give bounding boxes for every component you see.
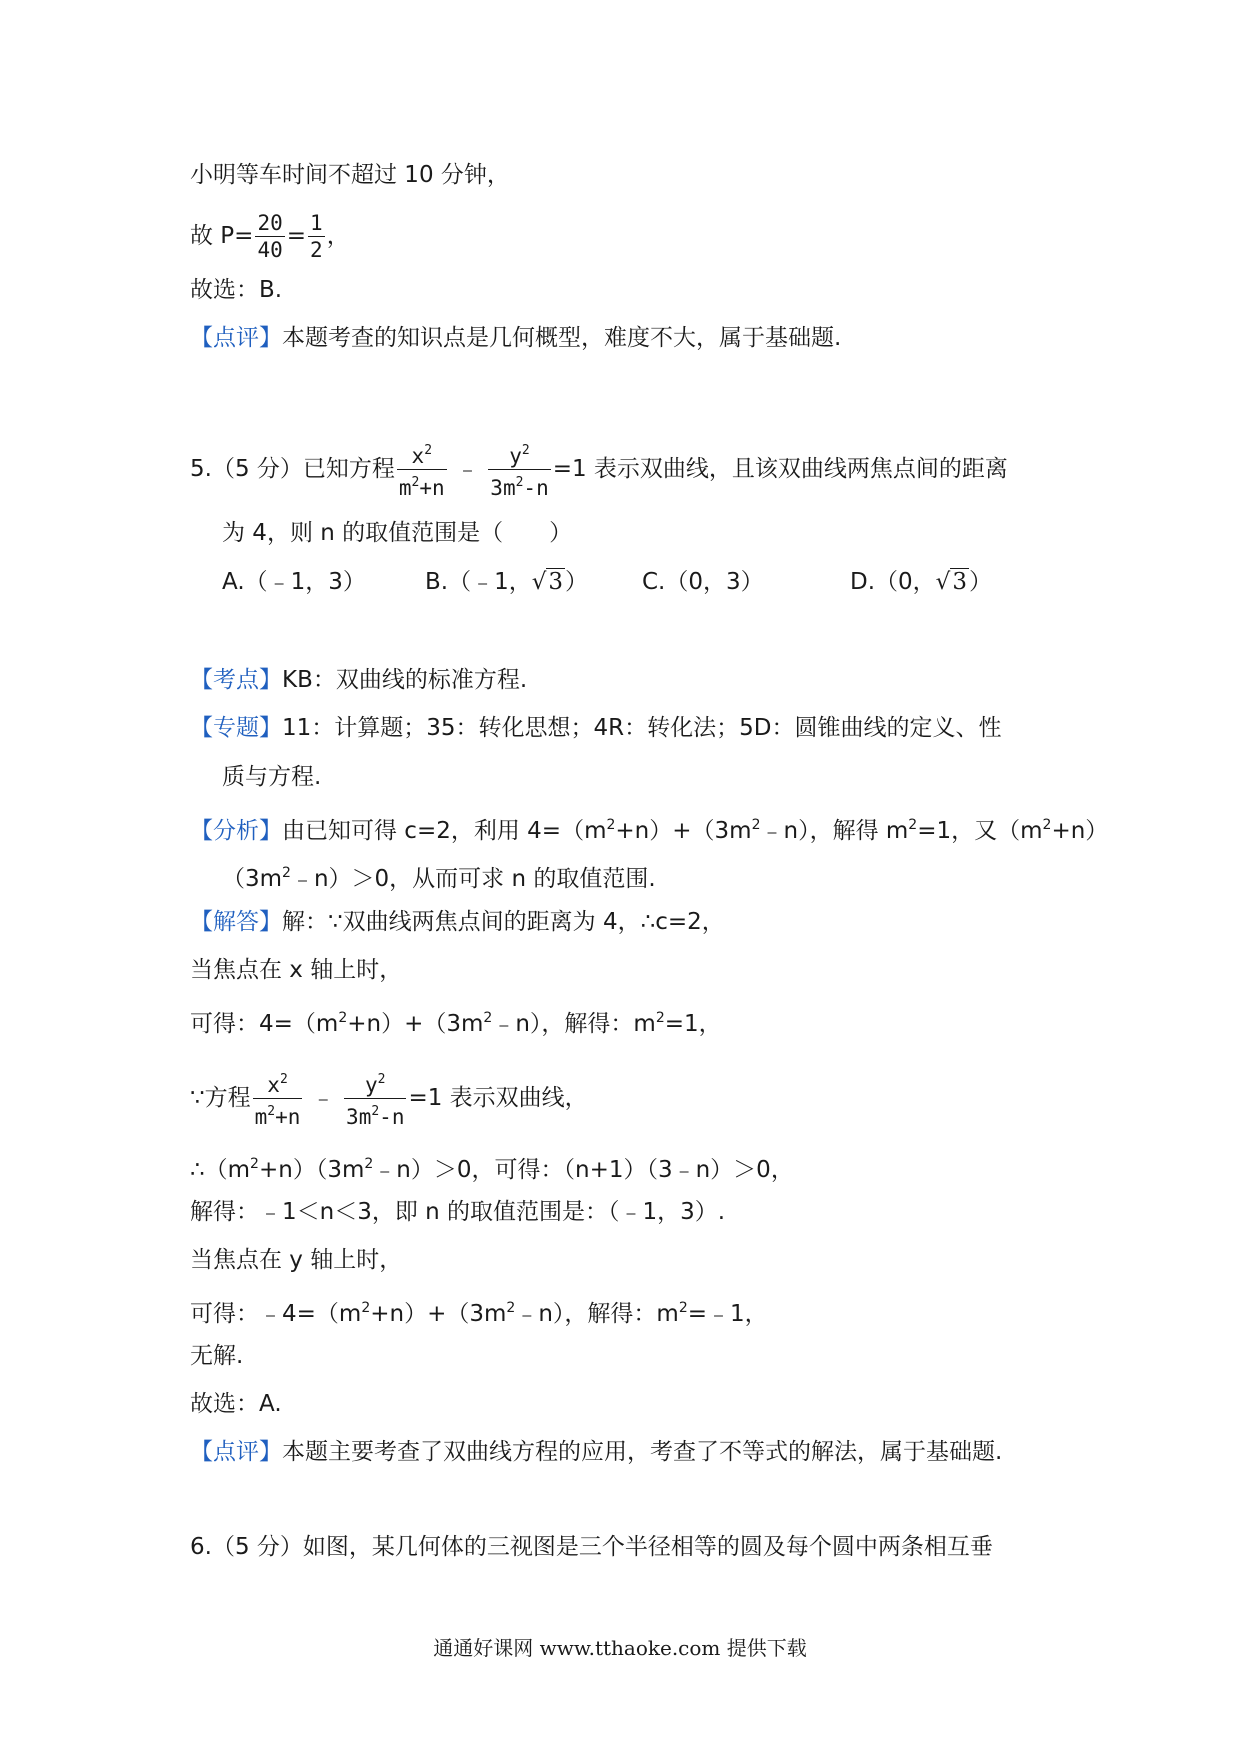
fenxi-line [190, 810, 1108, 846]
exponent: 2 [515, 475, 524, 490]
text: ﹣n）＞0，从而可求 n 的取值范围. [290, 866, 656, 892]
text-line [190, 1003, 722, 1039]
answer-line: 故选：B. [190, 277, 283, 303]
var: x [411, 444, 425, 468]
exponent: 2 [361, 1300, 371, 1316]
equals: = [286, 223, 307, 249]
probability-line [190, 210, 350, 263]
text: =1 表示双曲线， [408, 1085, 588, 1111]
numerator: 20 [257, 211, 283, 235]
text: ， [326, 223, 350, 249]
question-5-line1 [190, 438, 1008, 501]
exponent: 2 [250, 1156, 259, 1172]
numerator [344, 1067, 406, 1099]
var: 3m [490, 476, 516, 500]
exponent: 2 [424, 443, 433, 458]
text: ﹣n），解得 m [760, 818, 909, 844]
text: +n） [1051, 818, 1109, 844]
text: +n）（3m [258, 1157, 365, 1183]
text: =﹣1， [687, 1301, 768, 1327]
text: ∴（m [190, 1157, 251, 1183]
option-d [850, 567, 992, 597]
text: ﹣n），解得：m [492, 1011, 656, 1037]
fraction [255, 210, 284, 263]
denominator [344, 1099, 406, 1130]
denominator [253, 1099, 303, 1130]
fenxi-tag: 【分析】 [190, 818, 282, 844]
review-line [190, 323, 841, 353]
exponent: 2 [483, 1010, 493, 1026]
text-line [190, 1149, 794, 1185]
exponent: 2 [606, 817, 616, 833]
text-line [190, 1293, 768, 1329]
exponent: 2 [267, 1104, 276, 1119]
sqrt: √3 [531, 569, 564, 595]
minus: ﹣ [311, 1085, 335, 1111]
exponent: 2 [279, 1072, 288, 1087]
text: 解：∵双曲线两焦点间的距离为 4，∴c=2， [282, 909, 725, 935]
kaodian-tag: 【考点】 [190, 667, 282, 693]
footer: 通通好课网 www.tthaoke.com 提供下载 [433, 1636, 807, 1660]
text: 由已知可得 c=2，利用 4=（m [282, 818, 607, 844]
text: 可得：﹣4=（m [190, 1301, 362, 1327]
text: 故 P= [190, 223, 254, 249]
denominator: 40 [257, 238, 283, 262]
exponent: 2 [521, 443, 530, 458]
text: =1 表示双曲线，且该双曲线两焦点间的距离 [552, 456, 1008, 482]
text-line: 小明等车时间不超过 10 分钟， [190, 162, 510, 188]
jieda-tag: 【解答】 [190, 909, 282, 935]
text-line: 无解. [190, 1343, 244, 1369]
text: 11：计算题；35：转化思想；4R：转化法；5D：圆锥曲线的定义、性 [282, 715, 1002, 741]
fraction [308, 210, 325, 263]
exponent: 2 [377, 1072, 386, 1087]
text: 可得：4=（m [190, 1011, 339, 1037]
numerator: 1 [310, 211, 323, 235]
question-head: 5.（5 分）已知方程 [190, 456, 395, 482]
var: y [509, 444, 522, 468]
var: 3m [346, 1105, 372, 1129]
exponent: 2 [1042, 817, 1052, 833]
denominator [397, 470, 447, 501]
answer-line: 故选：A. [190, 1391, 282, 1417]
fenxi-line2 [222, 858, 656, 894]
var: +n [419, 476, 445, 500]
text: ） [565, 569, 589, 595]
text-line: 当焦点在 y 轴上时， [190, 1247, 403, 1273]
jieda-line [190, 907, 725, 937]
option-b [425, 567, 588, 597]
numerator [488, 438, 550, 470]
var: +n [275, 1105, 301, 1129]
review-line [190, 1437, 1002, 1467]
exponent: 2 [371, 1104, 380, 1119]
zhuanti-tag: 【专题】 [190, 715, 282, 741]
text: （3m [222, 866, 283, 892]
text: ﹣n），解得：m [515, 1301, 679, 1327]
review-text: 本题主要考查了双曲线方程的应用，考查了不等式的解法，属于基础题. [282, 1439, 1003, 1465]
var: -n [379, 1105, 405, 1129]
exponent: 2 [506, 1300, 516, 1316]
text: =1， [664, 1011, 722, 1037]
exponent: 2 [411, 475, 420, 490]
text: +n）+（3m [615, 818, 752, 844]
text: B.（﹣1， [425, 569, 532, 595]
exponent: 2 [678, 1300, 688, 1316]
question-6-line1: 6.（5 分）如图，某几何体的三视图是三个半径相等的圆及每个圆中两条相互垂 [190, 1534, 993, 1560]
text: ∵方程 [190, 1085, 251, 1111]
review-text: 本题考查的知识点是几何概型，难度不大，属于基础题. [282, 325, 842, 351]
question-5-line2: 为 4，则 n 的取值范围是（ ） [222, 520, 573, 546]
review-tag: 【点评】 [190, 325, 282, 351]
var: -n [523, 476, 549, 500]
text-line: 解得：﹣1＜n＜3，即 n 的取值范围是：（﹣1，3）. [190, 1199, 726, 1225]
zhuanti-line2: 质与方程. [222, 764, 322, 790]
exponent: 2 [282, 865, 291, 881]
exponent: 2 [655, 1010, 665, 1026]
option-a: A.（﹣1，3） [222, 569, 366, 595]
text-line: 当焦点在 x 轴上时， [190, 957, 403, 983]
numerator [397, 438, 447, 470]
exponent: 2 [338, 1010, 348, 1026]
exponent: 2 [364, 1156, 374, 1172]
text: ﹣n）＞0，可得：（n+1）（3﹣n）＞0， [373, 1157, 794, 1183]
exponent: 2 [908, 817, 918, 833]
var: m [254, 1105, 268, 1129]
option-c: C.（0，3） [642, 569, 764, 595]
text: KB：双曲线的标准方程. [282, 667, 528, 693]
sqrt: √3 [935, 569, 967, 595]
review-tag: 【点评】 [190, 1439, 282, 1465]
var: y [365, 1073, 378, 1097]
denominator: 2 [310, 238, 323, 262]
text: =1，又（m [917, 818, 1043, 844]
radicand: 3 [952, 569, 967, 595]
text: +n）+（3m [370, 1301, 507, 1327]
fraction-y [344, 1067, 406, 1130]
fraction-x [397, 438, 447, 501]
zhuanti-line [190, 713, 1002, 743]
text: D.（0， [850, 569, 936, 595]
var: x [267, 1073, 280, 1097]
fraction-y [488, 438, 550, 501]
equation-line [190, 1067, 588, 1130]
text: ） [968, 569, 992, 595]
radicand: 3 [548, 569, 564, 595]
numerator [253, 1067, 303, 1099]
var: m [398, 476, 412, 500]
denominator [488, 470, 550, 501]
kaodian-line [190, 665, 527, 695]
fraction-x [253, 1067, 303, 1130]
exponent: 2 [751, 817, 761, 833]
minus: ﹣ [455, 456, 479, 482]
text: +n）+（3m [347, 1011, 484, 1037]
